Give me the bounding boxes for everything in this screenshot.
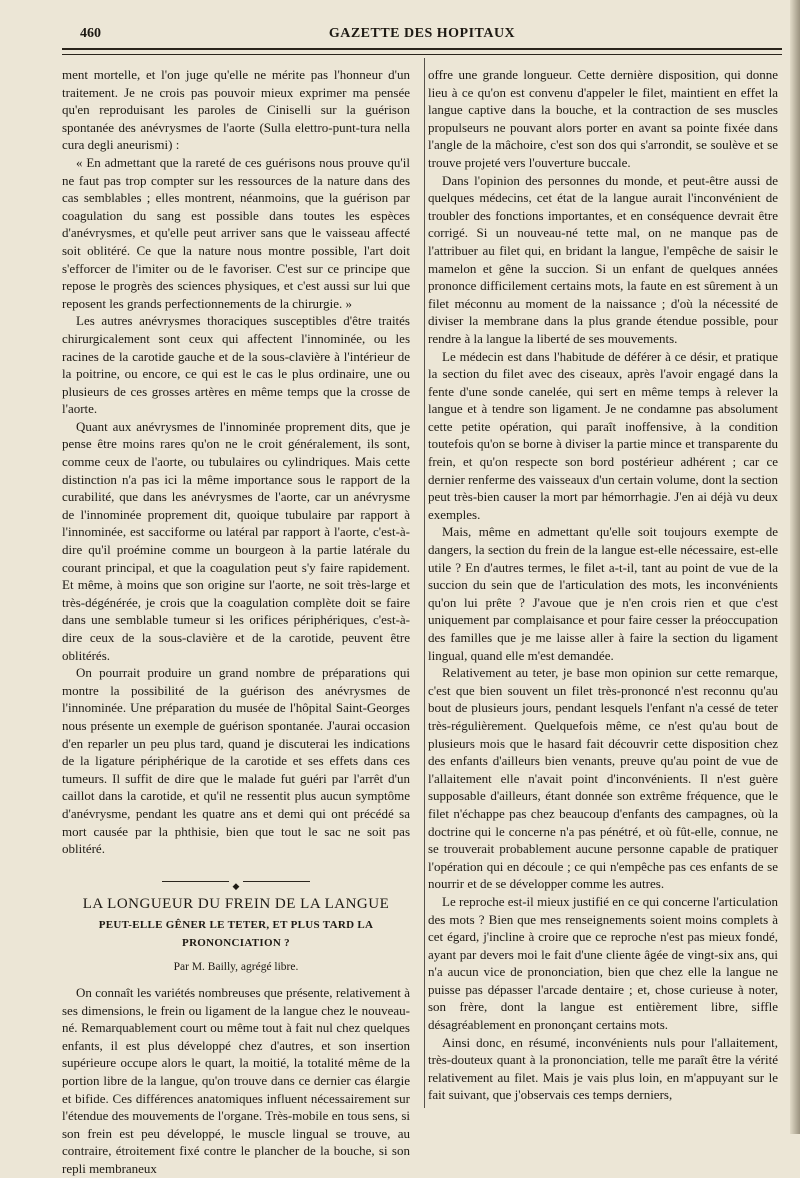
- right-column: [428, 66, 778, 1104]
- page-number: 460: [80, 26, 101, 41]
- right-paragraph-2: Dans l'opinion des personnes du monde, et peut-être aussi de quelques médecins, cet état de la langue aurait l'inconvénient de troubler des fonctions importantes, et en conséquence devrait être corrigé. Si un nouveau-né tette mal, on ne manque pas de l'attribuer au filet qui, en bridant la langue, l'empêche de saisir le mamelon et gêne la succion. Si un enfant de quelques années prononce difficilement certains mots, la faute en est sûrement à un filet méconnu au moment de la naissance ; d'où la nécessité de diviser la membrane dans la plus grande étendue possible, pour rendre à la langue la liberté de ses mouvements.: [428, 172, 778, 346]
- left-column: [62, 66, 410, 1178]
- column-divider: [424, 58, 425, 1108]
- left-paragraph-1: ment mortelle, et l'on juge qu'elle ne mérite pas l'honneur d'un traitement. Je ne crois pas pouvoir mieux exprimer ma pensée qu'en reproduisant les paroles de Ciniselli sur la guérison spontanée des anévrysmes de l'aorte (Sulla elettro-punt-tura nella cura degli aneurismi) :: [62, 67, 410, 153]
- right-paragraph-1: offre une grande longueur. Cette dernière disposition, qui donne lieu à ce qu'on est convenu d'appeler le filet, maintient en effet la langue captive dans la bouche, et la contraction de ses muscles propulseurs ne pouvant alors porter en avant sa pointe fixée dans l'angle de la mâchoire, c'est son dos qui s'arrondit, se soulève et se trouve projeté vers l'ouverture buccale.: [428, 67, 778, 170]
- header-rule: [62, 48, 782, 55]
- page-header: [62, 22, 782, 48]
- left-paragraph-2-quote: « En admettant que la rareté de ces guérisons nous prouve qu'il ne faut pas trop compter sur les ressources de la nature dans des cas semblables ; elles montrent, néanmoins, que la guérison par coagulation du sang est possible dans toutes les espèces d'anévrysmes, et qu'elle peut arriver sans que le vaisseau affecté soit oblitéré. Ce que la nature nous montre possible, l'art doit s'efforcer de l'imiter ou de le favoriser. C'est sur ce principe que repose le progrès des sciences physiques, et c'est aussi sur lui que reposent les grands perfectionnements de la chirurgie. »: [62, 154, 410, 311]
- right-paragraph-5: Relativement au teter, je base mon opinion sur cette remarque, c'est que bien souvent un filet très-prononcé n'est reconnu qu'au bout de plusieurs jours, pendant lesquels l'enfant n'a cessé de teter très-régulièrement. Quelquefois même, ce n'est qu'au bout de plusieurs mois que le hasard fait découvrir cette disposition chez des enfants d'ailleurs bien venants, preuve qu'au point de vue de l'allaitement elle n'avait point d'inconvénients. Il n'est guère supposable d'ailleurs, étant donnée son extrême fréquence, que le filet n'échappe pas chez beaucoup d'enfants des campagnes, où la doctrine qui le concerne n'a pas pénétré, et où fût-elle, connue, ne se trouverait probablement aucune personne capable de pratiquer l'opération qui en découle ; ce qui n'empêche pas ces enfants de se nourrir et de se développer comme les autres.: [428, 665, 778, 892]
- right-paragraph-4: Mais, même en admettant qu'elle soit toujours exempte de dangers, la section du frein de la langue est-elle nécessaire, est-elle utile ? En d'autres termes, le filet a-t-il, tant au point de vue de la succion du sein que de l'articulation des mots, les inconvénients qu'on lui prête ? J'avoue que je n'en crois rien et que c'est uniquement par complaisance et pour faire cesser la préoccupation des familles que je me laisse aller à faire la section du ligament lingual, quand elle m'est demandée.: [428, 524, 778, 663]
- left-paragraph-3: Les autres anévrysmes thoraciques susceptibles d'être traités chirurgicalement sont ceux qui affectent l'innominée, ou les racines de la carotide gauche et de la sous-clavière à l'intérieur de la poitrine, ou encore, ce qui est le cas le plus ordinaire, une ou plusieurs de ces grosses artères en même temps que la crosse de l'aorte.: [62, 313, 410, 417]
- page-edge-shadow: [790, 0, 800, 1134]
- article-separator: [62, 876, 410, 891]
- article-byline: Par M. Bailly, agrégé libre.: [173, 960, 299, 973]
- left-paragraph-5: On pourrait produire un grand nombre de préparations qui montre la possibilité de la guérison des anévrysmes de l'innominée. Une préparation du musée de l'hôpital Saint-Georges nous présente un exemple de guérison spontanée. J'aurai occasion d'en reparler un peu plus tard, quand je discuterai les indications de la ligature périphérique de la carotide et ses effets dans ces tumeurs. Il suffit de dire que le malade fut guéri par l'arrêt d'un caillot dans la carotide, et qu'il ne ressentit plus aucun symptôme d'anévrysme, pendant les quatre ans et demi qui ont précédé sa mort causée par la phthisie, bien que tout le sac ne soit pas oblitéré.: [62, 665, 410, 857]
- separator-diamond-icon: ◆: [229, 881, 244, 891]
- right-paragraph-3: Le médecin est dans l'habitude de déférer à ce désir, et pratique la section du filet avec des ciseaux, après l'avoir engagé dans la fente d'une sonde canelée, qui sert en même temps à relever la langue et à tendre son ligament. Je ne condamne pas absolument cette petite opération, qui paraît inoffensive, à la condition toutefois qu'on se borne à diviser la partie mince et transparente du frein, et qu'on respecte son bord postérieur adhérent ; car ce dernier renferme des vaisseaux d'un certain volume, dont la section peut très-bien causer la mort par hémorrhagie. J'en ai déjà vu deux exemples.: [428, 348, 778, 522]
- article-subtitle: PEUT-ELLE GÊNER LE TETER, ET PLUS TARD LA PRONONCIATION ?: [98, 919, 374, 949]
- article-title: LA LONGUEUR DU FREIN DE LA LANGUE: [82, 895, 390, 912]
- left-paragraph-6: On connaît les variétés nombreuses que présente, relativement à ses dimensions, le frein ou ligament de la langue chez le nouveau-né. Remarquablement court ou même tout à fait nul chez quelques enfants, il est plus développé chez d'autres, et son insertion supérieure occupe alors le quart, la moitié, la totalité même de la portion libre de la langue, qu'on trouve dans ce dernier cas élargie et bifide. Ces différences anatomiques influent nécessairement sur l'étendue des mouvements de l'organe. Très-mobile en tous sens, si son frein est peu développé, le muscle lingual se trouve, au contraire, étroitement fixé contre le plancher de la bouche, si son repli membraneux: [62, 985, 410, 1177]
- left-paragraph-4: Quant aux anévrysmes de l'innominée proprement dits, que je pense être moins rares qu'on ne le croit généralement, ils sont, comme ceux de l'aorte, ou tubulaires ou cylindriques. Mais cette distinction n'a pas ici la même importance sous le rapport de la curabilité, que dans les anévrysmes de l'aorte, car un anévrysme de l'innominée proprement dit, quoique tubulaire par rapport à l'innominée, est sacciforme ou latéral par rapport à l'aorte, c'est-à-dire qu'il proémine comme un bourgeon à la partie latérale du courant principal, et que la coagulation peut s'y faire rapidement. Et même, à moins que son origine sur l'aorte, ne soit très-large et très-dégénérée, je crois que la coagulation complète doit se faire dans une semblable tumeur si les orifices périphériques, c'est-à-dire ceux de la sous-clavière et de la carotide, peuvent être oblitérés.: [62, 418, 410, 663]
- right-paragraph-7: Ainsi donc, en résumé, inconvénients nuls pour l'allaitement, très-douteux quant à la prononciation, telle me paraît être la vérité relativement au filet. Mais je vais plus loin, en m'appuyant sur le fait suivant, que j'observais ces temps derniers,: [428, 1034, 778, 1103]
- journal-title: GAZETTE DES HOPITAUX: [328, 26, 516, 41]
- right-paragraph-6: Le reproche est-il mieux justifié en ce qui concerne l'articulation des mots ? Bien que mes renseignements soient moins complets à cet égard, j'incline à croire que ce reproche n'est pas mieux fondé, ayant par devers moi le fait d'une cliente âgée de vingt-six ans, qui n'a aucun vice de prononciation, bien que chez elle la langue ne puisse pas dépasser l'arcade dentaire ; et, chose curieuse à noter, son frère, dont la langue est entièrement libre, siffle désagréablement en prononçant certains mots.: [428, 893, 778, 1033]
